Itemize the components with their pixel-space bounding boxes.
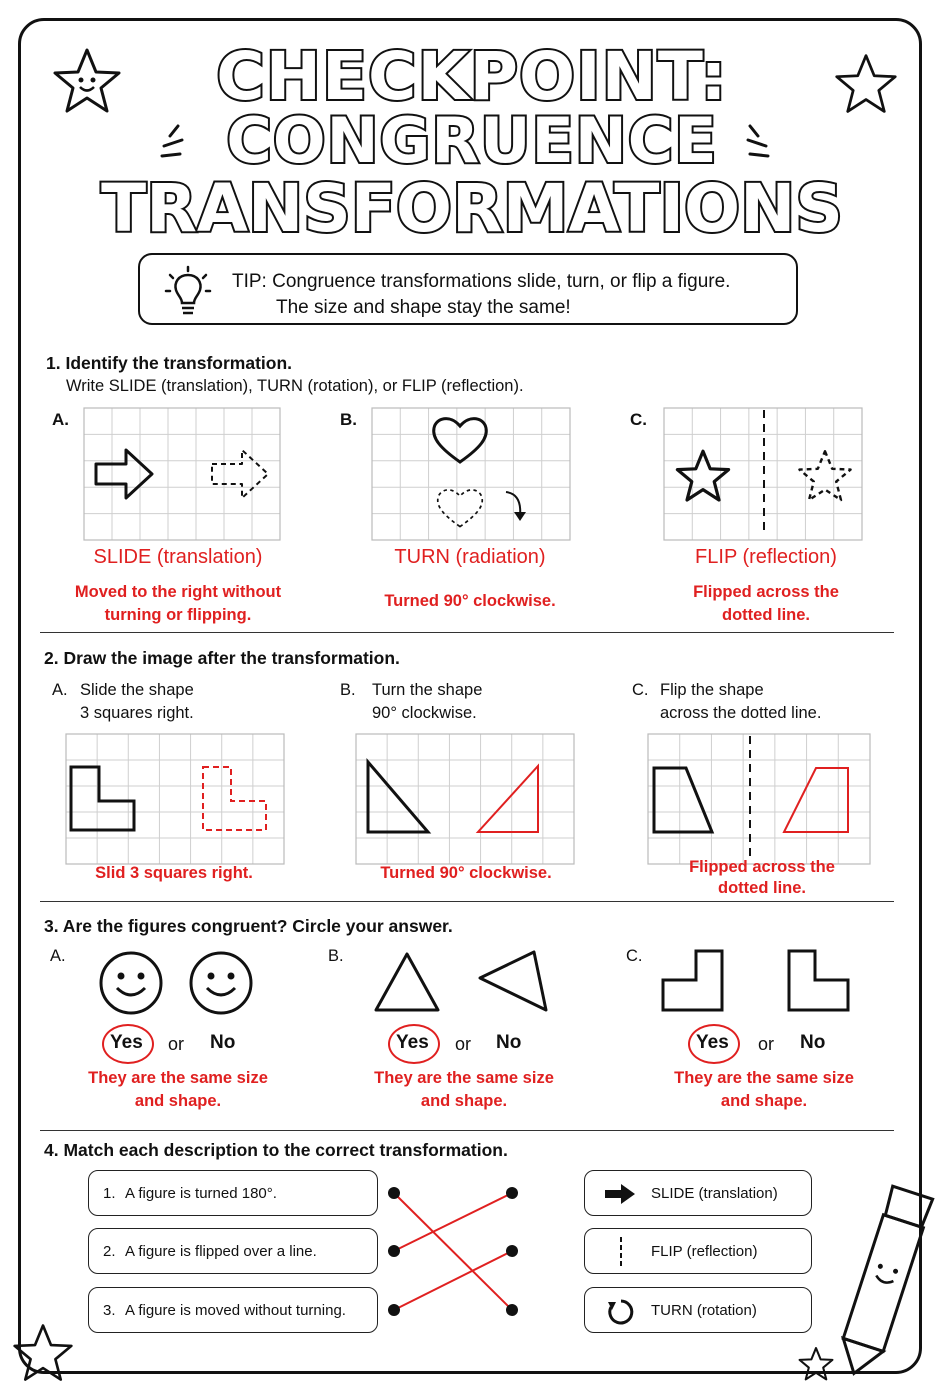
q2b-answer-line1: Turned 90° clockwise. <box>380 864 552 882</box>
q1c-desc-line1: Flipped across the <box>693 583 839 601</box>
page-title-line1: CHECKPOINT: <box>216 38 728 115</box>
match-description-1-num: 1. <box>103 1185 116 1202</box>
flip-paren: (reflection) <box>686 1243 758 1260</box>
q3-heading: 3. Are the figures congruent? Circle your answer. <box>44 916 453 936</box>
q3b-yes[interactable]: Yes <box>396 1032 429 1053</box>
q1a-answer: SLIDE (translation) <box>93 546 263 568</box>
q3c-yes[interactable]: Yes <box>696 1032 729 1053</box>
q3c-desc-line1: They are the same size <box>674 1069 854 1087</box>
match-dot <box>506 1187 518 1199</box>
q2b-letter: B. <box>340 681 356 699</box>
q1b-desc-line1: Turned 90° clockwise. <box>384 592 556 610</box>
q2c-answer-line1: Flipped across the <box>689 858 835 876</box>
page-title-line2: CONGRUENCE <box>226 104 718 177</box>
q1a-desc-line2: turning or flipping. <box>104 606 252 624</box>
q3c-no[interactable]: No <box>800 1032 826 1053</box>
q1a-desc-line1: Moved to the right without <box>74 583 282 601</box>
q2c-line1: Flip the shape <box>660 681 764 699</box>
match-description-2-text: A figure is flipped over a line. <box>125 1243 317 1260</box>
q2c-answer-line2: dotted line. <box>718 879 806 897</box>
q2-heading: 2. Draw the image after the transformation. <box>44 648 400 668</box>
match-dot <box>388 1304 400 1316</box>
q3c-desc-line2: and shape. <box>720 1092 808 1110</box>
flip-name: FLIP <box>651 1243 683 1260</box>
match-dot <box>388 1187 400 1199</box>
q3a-no[interactable]: No <box>210 1032 236 1053</box>
slide-paren: (translation) <box>698 1185 778 1202</box>
match-dot <box>506 1245 518 1257</box>
match-dot <box>388 1245 400 1257</box>
match-description-1-text: A figure is turned 180°. <box>125 1185 277 1202</box>
q3c-letter: C. <box>626 947 643 965</box>
slide-name: SLIDE <box>651 1185 695 1202</box>
q3a-or: or <box>168 1034 185 1054</box>
q3a-desc-line2: and shape. <box>134 1092 222 1110</box>
tip-line2: The size and shape stay the same! <box>276 297 571 318</box>
q2b-line2: 90° clockwise. <box>372 704 477 722</box>
q1c-desc-line2: dotted line. <box>722 606 810 624</box>
q3c-or: or <box>758 1034 775 1054</box>
q2a-letter: A. <box>52 681 68 699</box>
q1c-answer: FLIP (reflection) <box>695 546 837 568</box>
q1-heading: 1. Identify the transformation. <box>46 353 292 373</box>
q3b-no[interactable]: No <box>496 1032 522 1053</box>
q1-instruction: Write SLIDE (translation), TURN (rotation), or FLIP (reflection). <box>66 377 524 395</box>
q2a-line1: Slide the shape <box>80 681 194 699</box>
q2c-letter: C. <box>632 681 649 699</box>
q3a-desc-line1: They are the same size <box>88 1069 268 1087</box>
tip-line1: TIP: Congruence transformations slide, turn, or flip a figure. <box>232 271 731 292</box>
q4-heading: 4. Match each description to the correct transformation. <box>44 1140 508 1160</box>
q2c-line2: across the dotted line. <box>660 704 822 722</box>
turn-paren: (rotation) <box>696 1302 757 1319</box>
q3b-desc-line1: They are the same size <box>374 1069 554 1087</box>
match-description-3-text: A figure is moved without turning. <box>125 1302 346 1319</box>
q3a-yes[interactable]: Yes <box>110 1032 143 1053</box>
q2a-answer-line1: Slid 3 squares right. <box>95 864 253 882</box>
match-description-2-num: 2. <box>103 1243 116 1260</box>
q3b-desc-line2: and shape. <box>420 1092 508 1110</box>
q3b-or: or <box>455 1034 472 1054</box>
q1a-letter: A. <box>52 410 69 429</box>
match-dot <box>506 1304 518 1316</box>
page-title-line3: TRANSFORMATIONS <box>101 170 843 247</box>
q2a-line2: 3 squares right. <box>80 704 194 722</box>
q3b-letter: B. <box>328 947 344 965</box>
turn-name: TURN <box>651 1302 693 1319</box>
q1b-letter: B. <box>340 410 357 429</box>
match-description-3-num: 3. <box>103 1302 116 1319</box>
q2b-line1: Turn the shape <box>372 681 483 699</box>
q3a-letter: A. <box>50 947 66 965</box>
q1c-letter: C. <box>630 410 647 429</box>
q1b-answer: TURN (radiation) <box>394 546 546 568</box>
